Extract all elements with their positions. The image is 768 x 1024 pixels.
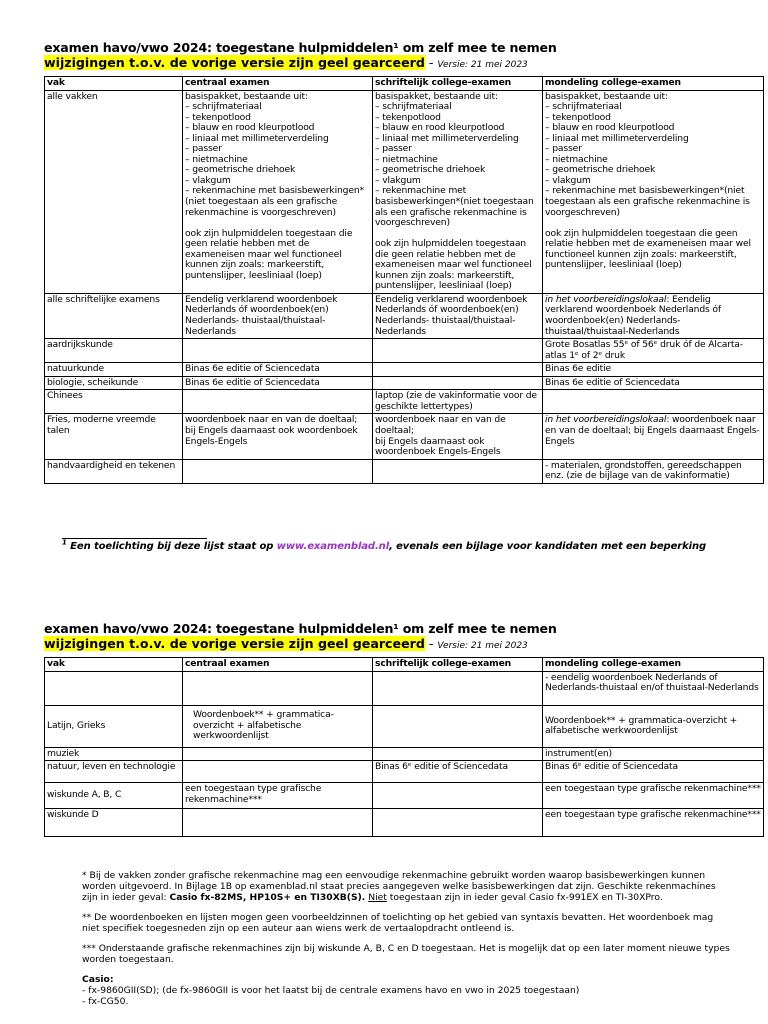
- page-title: examen havo/vwo 2024: toegestane hulpmiddelen¹ om zelf mee te nemen: [44, 621, 557, 636]
- cell-ce: [183, 339, 373, 363]
- cell-ce: Binas 6e editie of Sciencedata: [183, 376, 373, 390]
- cell-mce: een toegestaan type grafische rekenmachine***: [543, 809, 764, 837]
- table-row: [45, 747, 764, 761]
- cell-vak: handvaardigheid en tekenen: [45, 459, 183, 483]
- header-schriftelijk-college-examen: schriftelijk college-examen: [373, 658, 543, 672]
- table-row: [45, 705, 764, 747]
- note-graphing-calculators: *** Onderstaande grafische rekenmachines zijn bij wiskunde A, B, C en D toegestaan. Het is mogelijk dat op een later moment nieuwe types worden toegestaan.: [82, 943, 730, 965]
- notes-section: [82, 870, 732, 1007]
- cell-vak: Chinees: [45, 390, 183, 414]
- cell-sce: [373, 671, 543, 705]
- table-row: [45, 293, 764, 338]
- cell-sce: Binas 6ᵉ editie of Sciencedata: [373, 761, 543, 783]
- footnote-divider: [62, 538, 207, 539]
- aids-table-1: [44, 76, 764, 484]
- cell-sce: [373, 376, 543, 390]
- table-row: [45, 459, 764, 483]
- cell-ce: een toegestaan type grafische rekenmachine***: [183, 783, 373, 809]
- cell-ce: Binas 6e editie of Sciencedata: [183, 363, 373, 377]
- subtitle-line: wijzigingen t.o.v. de vorige versie zijn geel gearceerd - Versie: 21 mei 2023: [44, 55, 528, 70]
- cell-vak: Latijn, Grieks: [45, 705, 183, 747]
- cell-sce: [373, 363, 543, 377]
- list-item: - fx-CG50.: [82, 996, 129, 1007]
- cell-mce: Grote Bosatlas 55ᵉ of 56ᵉ druk óf de Alcarta-atlas 1ᵉ of 2ᵉ druk: [543, 339, 764, 363]
- table-row: [45, 761, 764, 783]
- examenblad-link[interactable]: www.examenblad.nl: [276, 541, 390, 552]
- cell-vak: alle vakken: [45, 90, 183, 293]
- cell-vak: alle schriftelijke examens: [45, 293, 183, 338]
- cell-mce: basispakket, bestaande uit: – schrijfmateriaal – tekenpotlood – blauw en rood kleurpotlood – liniaal met millimeterverdeling – passer – nietmachine – geometrische driehoek – vlakgum – rekenmachine met basisbewerkingen*(niet toegestaan als een grafische rekenmachine is voorgeschreven) ook zijn hulpmiddelen toegestaan die geen relatie hebben met de exameneisen maar wel functioneel kunnen zijn zoals: markeerstift, puntenslijper, leesliniaal (loep): [543, 90, 764, 293]
- cell-mce: Binas 6ᵉ editie of Sciencedata: [543, 761, 764, 783]
- table-row: [45, 390, 764, 414]
- cell-vak: aardrijkskunde: [45, 339, 183, 363]
- table-row: [45, 783, 764, 809]
- footnote: $^1$ Een toelichting bij deze lijst staat op www.examenblad.nl, evenals een bijlage voor kandidaten met een beperking: [62, 538, 707, 552]
- cell-ce: [183, 459, 373, 483]
- cell-sce: [373, 783, 543, 809]
- list-item: - fx-9860GII(SD); (de fx-9860GII is voor het laatst bij de centrale examens havo en vwo in 2025 toegestaan): [82, 985, 580, 996]
- cell-vak: wiskunde A, B, C: [45, 783, 183, 809]
- cell-ce: [183, 809, 373, 837]
- cell-mce: - eendelig woordenboek Nederlands of Nederlands-thuistaal en/of thuistaal-Nederlands: [543, 671, 764, 705]
- cell-sce: [373, 459, 543, 483]
- table-header-row: [45, 77, 764, 91]
- cell-ce: basispakket, bestaande uit: – schrijfmateriaal – tekenpotlood – blauw en rood kleurpotlood – liniaal met millimeterverdeling – passer – nietmachine – geometrische driehoek – vlakgum – rekenmachine met basisbewerkingen*(niet toegestaan als een grafische rekenmachine is voorgeschreven) ook zijn hulpmiddelen toegestaan die geen relatie hebben met de exameneisen maar wel functioneel kunnen zijn zoals: markeerstift, puntenslijper, leesliniaal (loep): [183, 90, 373, 293]
- cell-vak: wiskunde D: [45, 809, 183, 837]
- cell-sce: Eendelig verklarend woordenboek Nederlands óf woordenboek(en) Nederlands- thuistaal/thuistaal-Nederlands: [373, 293, 543, 338]
- header-vak: vak: [45, 658, 183, 672]
- cell-vak: biologie, scheikunde: [45, 376, 183, 390]
- subtitle-line: wijzigingen t.o.v. de vorige versie zijn geel gearceerd - Versie: 21 mei 2023: [44, 636, 528, 651]
- cell-ce: [183, 747, 373, 761]
- cell-sce: [373, 705, 543, 747]
- table-row: [45, 671, 764, 705]
- cell-sce: [373, 809, 543, 837]
- cell-mce: in het voorbereidingslokaal: woordenboek naar en van de doeltaal; bij Engels daarnaast Engels-Engels: [543, 414, 764, 459]
- table-row: [45, 809, 764, 837]
- table-header-row: [45, 658, 764, 672]
- cell-vak: [45, 671, 183, 705]
- cell-sce: [373, 747, 543, 761]
- table-row: [45, 363, 764, 377]
- cell-ce: [183, 761, 373, 783]
- cell-sce: [373, 339, 543, 363]
- cell-ce: Eendelig verklarend woordenboek Nederlands óf woordenboek(en) Nederlands- thuistaal/thuistaal-Nederlands: [183, 293, 373, 338]
- version-label: Versie: 21 mei 2023: [437, 641, 528, 651]
- cell-mce: [543, 390, 764, 414]
- note-dictionaries: ** De woordenboeken en lijsten mogen geen voorbeeldzinnen of toelichting op het gebied van syntaxis bevatten. Het woordenboek mag niet specifiek toegesneden zijn op een auteur aan wiens werk de vertaalopdracht ontleend is.: [82, 912, 714, 934]
- header-mondeling-college-examen: mondeling college-examen: [543, 77, 764, 91]
- header-mondeling-college-examen: mondeling college-examen: [543, 658, 764, 672]
- page-title: examen havo/vwo 2024: toegestane hulpmiddelen¹ om zelf mee te nemen: [44, 40, 557, 55]
- note-calculator: * Bij de vakken zonder grafische rekenmachine mag een eenvoudige rekenmachine gebruikt worden waarop basisbewerkingen kunnen worden uitgevoerd. In Bijlage 1B op examenblad.nl staat precies aangegeven welke basisbewerkingen dat zijn. Geschikte rekenmachines zijn in ieder geval: Casio fx-82MS, HP10S+ en TI30XB(S). Niet toegestaan zijn in ieder geval Casio fx-991EX en TI-30XPro.: [82, 870, 716, 903]
- table-row: [45, 414, 764, 459]
- cell-mce: in het voorbereidingslokaal: Eendelig verklarend woordenboek Nederlands óf woordenboek(en) Nederlands-thuistaal/thuistaal-Nederlands: [543, 293, 764, 338]
- cell-mce: instrument(en): [543, 747, 764, 761]
- cell-mce: - materialen, grondstoffen, gereedschappen enz. (zie de bijlage van de vakinformatie): [543, 459, 764, 483]
- aids-table-2: [44, 657, 764, 837]
- cell-mce: Binas 6e editie of Sciencedata: [543, 376, 764, 390]
- table-row: [45, 376, 764, 390]
- cell-mce: een toegestaan type grafische rekenmachine***: [543, 783, 764, 809]
- cell-mce: Binas 6e editie: [543, 363, 764, 377]
- cell-ce: [183, 390, 373, 414]
- cell-sce: basispakket, bestaande uit: – schrijfmateriaal – tekenpotlood – blauw en rood kleurpotlood – liniaal met millimeterverdeling – passer – nietmachine – geometrische driehoek – vlakgum – rekenmachine met basisbewerkingen*(niet toegestaan als een grafische rekenmachine is voorgeschreven) ook zijn hulpmiddelen toegestaan die geen relatie hebben met de exameneisen maar wel functioneel kunnen zijn zoals: markeerstift, puntenslijper, leesliniaal (loep): [373, 90, 543, 293]
- header-centraal-examen: centraal examen: [183, 77, 373, 91]
- header-schriftelijk-college-examen: schriftelijk college-examen: [373, 77, 543, 91]
- changes-highlight-note: wijzigingen t.o.v. de vorige versie zijn geel gearceerd: [44, 55, 425, 70]
- cell-ce: [183, 671, 373, 705]
- cell-vak: Fries, moderne vreemde talen: [45, 414, 183, 459]
- cell-vak: natuurkunde: [45, 363, 183, 377]
- header-vak: vak: [45, 77, 183, 91]
- cell-ce: woordenboek naar en van de doeltaal; bij Engels daarnaast ook woordenboek Engels-Engels: [183, 414, 373, 459]
- section-2: [44, 621, 764, 837]
- casio-heading: Casio:: [82, 974, 114, 985]
- table-row: [45, 339, 764, 363]
- version-label: Versie: 21 mei 2023: [437, 60, 528, 70]
- section-1: [44, 40, 764, 484]
- cell-sce: woordenboek naar en van de doeltaal; bij Engels daarnaast ook woordenboek Engels-Engels: [373, 414, 543, 459]
- table-row: [45, 90, 764, 293]
- cell-vak: natuur, leven en technologie: [45, 761, 183, 783]
- cell-sce: laptop (zie de vakinformatie voor de geschikte lettertypes): [373, 390, 543, 414]
- cell-mce: Woordenboek** + grammatica-overzicht + alfabetische werkwoordenlijst: [543, 705, 764, 747]
- changes-highlight-note: wijzigingen t.o.v. de vorige versie zijn geel gearceerd: [44, 636, 425, 651]
- cell-ce: Woordenboek** + grammatica-overzicht + alfabetische werkwoordenlijst: [183, 705, 373, 747]
- header-centraal-examen: centraal examen: [183, 658, 373, 672]
- cell-vak: muziek: [45, 747, 183, 761]
